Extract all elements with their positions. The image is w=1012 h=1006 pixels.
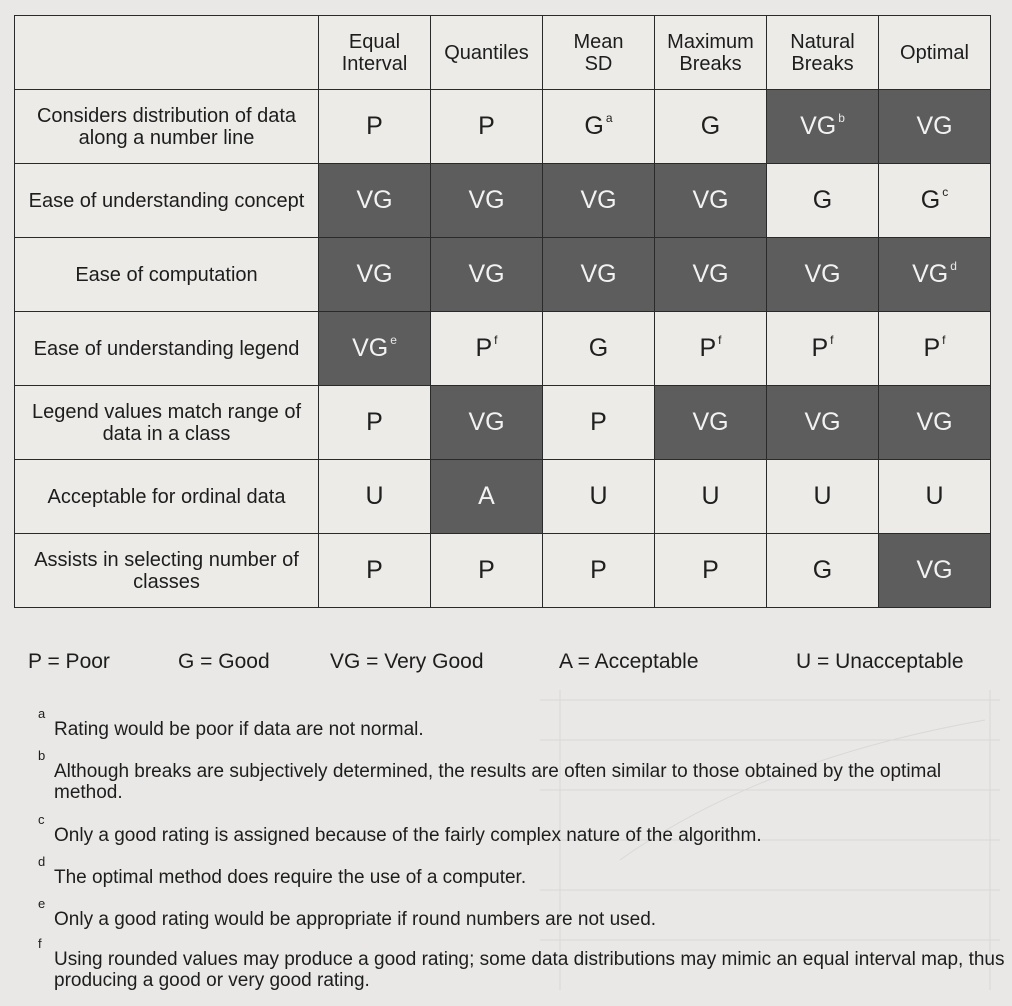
rating-value: P [699,334,717,362]
rating-cell [655,164,767,238]
footnote-text: Only a good rating is assigned because of the fairly complex nature of the algorithm. [54,825,762,846]
rating-cell [319,386,431,460]
table-corner-cell [15,16,319,90]
rating-cell [879,460,991,534]
rating-cell [431,460,543,534]
row-header: Acceptable for ordinal data [15,460,319,534]
rating-value: VG [804,260,841,288]
rating-cell [767,312,879,386]
rating-cell [319,460,431,534]
legend-item-poor: P = Poor [28,650,110,673]
rating-value: P [702,556,719,584]
rating-cell [767,386,879,460]
footnote-b [38,748,1008,812]
row-header: Ease of understanding concept [15,164,319,238]
rating-value: VG [916,556,953,584]
table-row [15,534,991,608]
rating-value: U [925,482,944,510]
rating-cell [767,238,879,312]
footnote-letter: d [38,854,46,869]
rating-cell [543,460,655,534]
rating-cell [655,312,767,386]
rating-value: G [588,334,609,362]
column-header: Optimal [879,16,991,90]
classification-methods-table [14,15,991,608]
rating-value: P [478,556,495,584]
rating-cell [543,534,655,608]
footnote-letter: b [38,748,46,763]
footnote-marker: f [494,333,498,347]
rating-value: VG [356,186,393,214]
rating-legend [28,650,1008,680]
table-row [15,90,991,164]
rating-value: P [475,334,493,362]
rating-value: U [589,482,608,510]
footnote-marker: b [838,111,845,125]
table-row [15,164,991,238]
table-body [15,90,991,608]
rating-cell [655,386,767,460]
rating-value: VG [468,260,505,288]
footnote-marker: d [950,259,957,273]
footnote-text: The optimal method does require the use of a computer. [54,867,527,888]
rating-cell [655,460,767,534]
rating-cell [319,238,431,312]
table-row [15,312,991,386]
rating-cell [767,164,879,238]
rating-value: P [590,408,607,436]
rating-value: U [701,482,720,510]
rating-cell [431,312,543,386]
row-header: Assists in selecting number of classes [15,534,319,608]
rating-value: VG [916,112,953,140]
rating-cell [431,386,543,460]
column-header: Natural Breaks [767,16,879,90]
row-header: Considers distribution of data along a number line [15,90,319,164]
footnote-letter: a [38,706,46,721]
rating-value: VG [692,260,729,288]
table-header-row [15,16,991,90]
rating-value: G [812,556,833,584]
rating-cell [319,534,431,608]
rating-cell [879,534,991,608]
column-header: Mean SD [543,16,655,90]
footnote-text: Using rounded values may produce a good rating; some data distributions may mimic an equal interval map, thus producing a good or very good rating. [54,949,1005,991]
footnote-marker: f [942,333,946,347]
rating-value: VG [916,408,953,436]
rating-value: VG [912,260,949,288]
rating-value: G [584,112,604,140]
rating-value: VG [692,186,729,214]
footnote-text: Only a good rating would be appropriate if round numbers are not used. [54,909,657,930]
footnote-marker: f [718,333,722,347]
footnote-marker: a [605,111,613,125]
rating-cell [431,164,543,238]
legend-item-good: G = Good [178,650,270,673]
rating-cell [543,90,655,164]
rating-cell [431,90,543,164]
footnote-a [38,706,1008,748]
rating-cell [319,90,431,164]
column-header: Maximum Breaks [655,16,767,90]
legend-item-acceptable: A = Acceptable [559,650,699,673]
rating-value: U [813,482,832,510]
rating-cell [655,238,767,312]
rating-value: A [478,482,495,510]
rating-value: P [923,334,941,362]
footnote-marker: c [942,185,949,199]
footnote-f [38,936,1008,996]
table-row [15,238,991,312]
rating-cell [543,164,655,238]
row-header: Ease of understanding legend [15,312,319,386]
column-header: Quantiles [431,16,543,90]
rating-cell [767,90,879,164]
footnote-letter: c [38,812,45,827]
rating-value: VG [356,260,393,288]
row-header: Ease of computation [15,238,319,312]
column-header: Equal Interval [319,16,431,90]
rating-value: P [366,556,383,584]
rating-value: G [700,112,721,140]
rating-cell [879,312,991,386]
rating-value: P [366,408,383,436]
footnote-text: Rating would be poor if data are not normal. [54,719,424,740]
rating-value: U [365,482,384,510]
rating-cell [543,386,655,460]
rating-cell [879,90,991,164]
rating-cell [543,312,655,386]
rating-value: VG [580,260,617,288]
rating-value: VG [468,186,505,214]
footnotes [38,706,1008,996]
rating-value: P [590,556,607,584]
footnote-text: Although breaks are subjectively determined, the results are often similar to those obtained by the optimal method. [54,761,942,803]
rating-value: VG [352,334,389,362]
rating-value: P [366,112,383,140]
rating-value: P [478,112,495,140]
rating-value: P [811,334,829,362]
legend-item-very-good: VG = Very Good [330,650,484,673]
rating-cell [655,90,767,164]
rating-cell [879,386,991,460]
rating-value: VG [800,112,837,140]
rating-cell [879,238,991,312]
rating-cell [767,534,879,608]
footnote-marker: e [390,333,397,347]
rating-cell [431,534,543,608]
rating-value: G [812,186,833,214]
rating-cell [319,312,431,386]
rating-cell [767,460,879,534]
rating-cell [543,238,655,312]
rating-cell [431,238,543,312]
footnote-d [38,854,1008,896]
rating-cell [319,164,431,238]
rating-value: VG [580,186,617,214]
footnote-e [38,896,1008,936]
row-header: Legend values match range of data in a class [15,386,319,460]
legend-item-unacceptable: U = Unacceptable [796,650,964,673]
rating-cell [655,534,767,608]
rating-value: VG [804,408,841,436]
footnote-c [38,812,1008,854]
footnote-marker: f [830,333,834,347]
rating-value: VG [468,408,505,436]
rating-cell [879,164,991,238]
rating-value: G [920,186,941,214]
table-row [15,386,991,460]
rating-value: VG [692,408,729,436]
table-row [15,460,991,534]
footnote-letter: f [38,936,42,951]
footnote-letter: e [38,896,46,911]
